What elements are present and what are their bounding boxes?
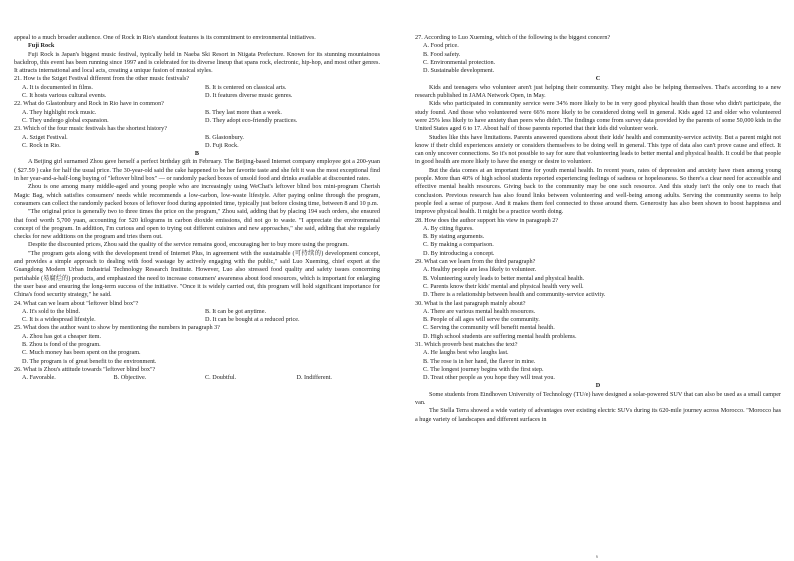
option: A. It's sold to the blind. [22,307,81,315]
option: C. Environmental protection. [423,58,496,66]
passage-c-paragraph-1: Kids and teenagers who volunteer aren't just helping their community. They might also be helping themselves. That's according to a new research published in JAMA Network Open, in May. [415,83,781,100]
question-26-options [14,374,380,382]
question-30: 30. What is the last paragraph mainly about? [415,299,526,307]
option: C. Much money has been spent on the program. [22,349,141,357]
option: B. Zhou is fond of the program. [22,340,101,348]
left-column [14,34,380,382]
option: B. Volunteering surely leads to better mental and physical health. [423,274,585,282]
option: C. Parents know their kids' mental and physical health very well. [423,282,584,290]
right-column [415,34,781,424]
option: A. He laughs best who laughs last. [423,349,509,357]
question-21-options-row1 [14,84,380,92]
option: D. Fuji Rock. [205,141,239,149]
question-27: 27. According to Luo Xueming, which of the following is the biggest concern? [415,34,611,41]
option: D. High school students are suffering mental health problems. [423,332,577,340]
option: C. Rock in Rio. [22,141,61,149]
option: D. Sustainable development. [423,67,495,75]
option: C. They undergo global expansion. [22,116,109,124]
option: A. Zhou has got a cheaper item. [22,332,102,340]
option: C. By making a comparison. [423,241,494,249]
question-23-options-row2 [14,142,380,150]
option: A. Sziget Festival. [22,133,68,141]
option: C. Doubtful. [205,374,237,382]
option: B. Glastonbury. [205,133,244,141]
section-b-heading: B [194,150,200,158]
option: C. It is a widespread lifestyle. [22,316,96,324]
question-22-options-row1 [14,109,380,117]
passage-b-paragraph-2: Zhou is one among many middle-aged and young people who are increasingly using WeChat's leftover blind box mini-program Cherish Magic Bag, which satisfies consumers' needs while recommends a low-carbon, low-waste lifestyle. After paying online through the program, consumers can collect the randomly packed boxes of leftover food during appointed time, typically just before closing time, between 8 and 10 p.m. [14,183,380,207]
question-23-options-row1 [14,134,380,142]
question-21-options-row2 [14,92,380,100]
question-25: 25. What does the author want to show by mentioning the numbers in paragraph 3? [14,324,220,332]
option: C. It hosts various cultural events. [22,92,107,100]
passage-a-ending: appeal to a much broader audience. One of Rock in Rio's standout features is its commitment to environmental initiatives. [14,34,316,41]
question-28: 28. How does the author support his view in paragraph 2? [415,216,559,224]
passage-c-paragraph-2: Kids who participated in community service were 34% more likely to be in very good physical health than those who didn't participate, the study found. And those who volunteered were 66% more likely to be considered doing well in general. Kids aged 12 and older who volunteered were 25% less likely to have anxiety than peers who didn't. The findings come from survey data provided by the parents of some 50,000 kids in the United States aged 6 to 17. About half of those parents reported that their kids did volunteer work. [415,100,781,133]
option: D. Indifferent. [296,374,332,382]
option: B. They last more than a week. [205,108,282,116]
option: A. Favorable. [22,374,56,382]
option: D. There is a relationship between health and community-service activity. [423,291,606,299]
fuji-rock-heading: Fuji Rock [28,42,55,50]
option: B. It is centered on classical arts. [205,83,287,91]
option: B. The rose is in her hand, the flavor in mine. [423,357,536,365]
passage-c-paragraph-4: But the data comes at an important time for youth mental health. In recent years, rates of depression and anxiety have risen among young people. More than 40% of high school students reported experiencing feelings of sadness or hopelessness. So there's a clear need for accessible and effective mental health resources. Giving back to the community may be one such resource. And this study isn't the only one to reach that conclusion. Previous research has also found links between volunteering and well-being among adults. Serving the community seems to help people feel a sense of purpose. And it makes them feel connected to those around them. Generosity has also been shown to boost happiness and improve physical health. It might be a practice worth doing. [415,166,781,216]
question-23: 23. Which of the four music festivals has the shortest history? [14,125,167,133]
fuji-rock-paragraph: Fuji Rock is Japan's biggest music festival, typically held in Naeba Ski Resort in Niigata Prefecture. Known for its stunning mountainous backdrop, this event has been running since 1997 and is celebrated for its diverse lineup that spans rock, electronic, hip-hop, and most other genres. It attracts international and local acts, creating a unique fusion of musical styles. [14,50,380,75]
option: D. By introducing a concept. [423,249,495,257]
question-29: 29. What can we learn from the third paragraph? [415,258,536,266]
passage-c-paragraph-3: Studies like this have limitations. Parents answered questions about their kids' health and community-service activity. But a parent might not know if their child experiences anxiety or considers themselves to be doing well in general. This type of data also can't prove cause and effect. It can only uncover connections. So it's not possible to say for sure that volunteering leads to better mental and physical health. It could be that people in good health are more likely to have the energy or desire to volunteer. [415,133,781,166]
option: D. It can be bought at a reduced price. [205,316,300,324]
question-24: 24. What can we learn about "leftover blind box"? [14,299,139,307]
question-26: 26. What is Zhou's attitude towards "leftover blind box"? [14,365,156,373]
option: A. Food price. [423,42,459,50]
question-21: 21. How is the Sziget Festival different from the other music festivals? [14,75,190,83]
question-22-options-row2 [14,117,380,125]
option: B. Food safety. [423,50,461,58]
question-31: 31. Which proverb best matches the text? [415,340,518,348]
option: C. Serving the community will benefit mental health. [423,324,555,332]
option: A. They highlight rock music. [22,108,97,116]
page-number: 6 [596,554,598,559]
question-24-options-row1 [14,308,380,316]
option: A. It is documented in films. [22,83,93,91]
question-22: 22. What do Glastonbury and Rock in Rio have in common? [14,100,164,108]
option: C. The longest journey begins with the first step. [423,365,544,373]
passage-b-paragraph-1: A Beijing girl surnamed Zhou gave herself a perfect birthday gift in February. The Beijing-based Internet company employee got a 200-yuan ( $27.59 ) cake for half the usual price. The 30-year-old said the cake happened to be her favorite taste and she felt it was the most exceptional find in her year-and-a-half-long buying of "leftover blind box" — or randomly packed boxes of unsold food and drinks available at discounted rates. [14,158,380,183]
passage-d-paragraph-1: Some students from Eindhoven University of Technology (TU/e) have designed a solar-powered SUV that can also be used as a small camper van. [415,390,781,407]
option: A. There are various mental health resources. [423,307,536,315]
option: B. It can be got anytime. [205,307,266,315]
option: D. The program is of great benefit to the environment. [22,357,157,365]
option: B. Objective. [113,374,147,382]
option: D. They adopt eco-friendly practices. [205,116,298,124]
passage-d-paragraph-2: The Stella Terra showed a wide variety of advantages over existing electric SUVs during its 620-mile journey across Morocco. "Morocco has a huge variety of landscapes and different surfaces in [415,407,781,423]
option: D. Treat other people as you hope they will treat you. [423,374,555,382]
option: A. By citing figures. [423,224,474,232]
option: B. People of all ages will serve the community. [423,316,540,324]
passage-b-paragraph-3: "The original price is generally two to three times the price on the program," Zhou said, adding that by placing 194 such orders, she ensured that food worth 5,700 yuan, accounting for 520 kilograms in carbon dioxide emissions, did not go to waste. "I appreciate the environmental concept of the program. In addition, I'm curious and open to trying out different cuisines and new approaches," she said, adding that she regularly checks for new additions on the program and tries them out. [14,208,380,241]
passage-b-paragraph-4: Despite the discounted prices, Zhou said the quality of the service remains good, encouraging her to buy more using the program. [28,241,349,249]
option: A. Healthy people are less likely to volunteer. [423,266,537,274]
option: B. By stating arguments. [423,233,485,241]
option: D. It features diverse music genres. [205,92,293,100]
section-c-heading: C [595,75,601,83]
question-24-options-row2 [14,316,380,324]
passage-b-paragraph-5: "The program gets along with the development trend of Internet Plus, in agreement with the sustainable (可持续的) development concept, and provides a simple approach to dealing with food wastage by actively engaging with the public," said Luo Xueming, chief expert at the Guangdong Modern Urban Industrial Technology Research Institute. However, Luo also stressed food quality and safety issues concerning perishable (易腐烂的) products, and emphasized the need to increase consumers' awareness about food resources, which is important for enlarging the user base and ensuring the long-term success of the initiative. "Once it is widely carried out, this program will hold significant importance for China's food security strategy," he said. [14,249,380,299]
section-d-heading: D [595,382,601,390]
